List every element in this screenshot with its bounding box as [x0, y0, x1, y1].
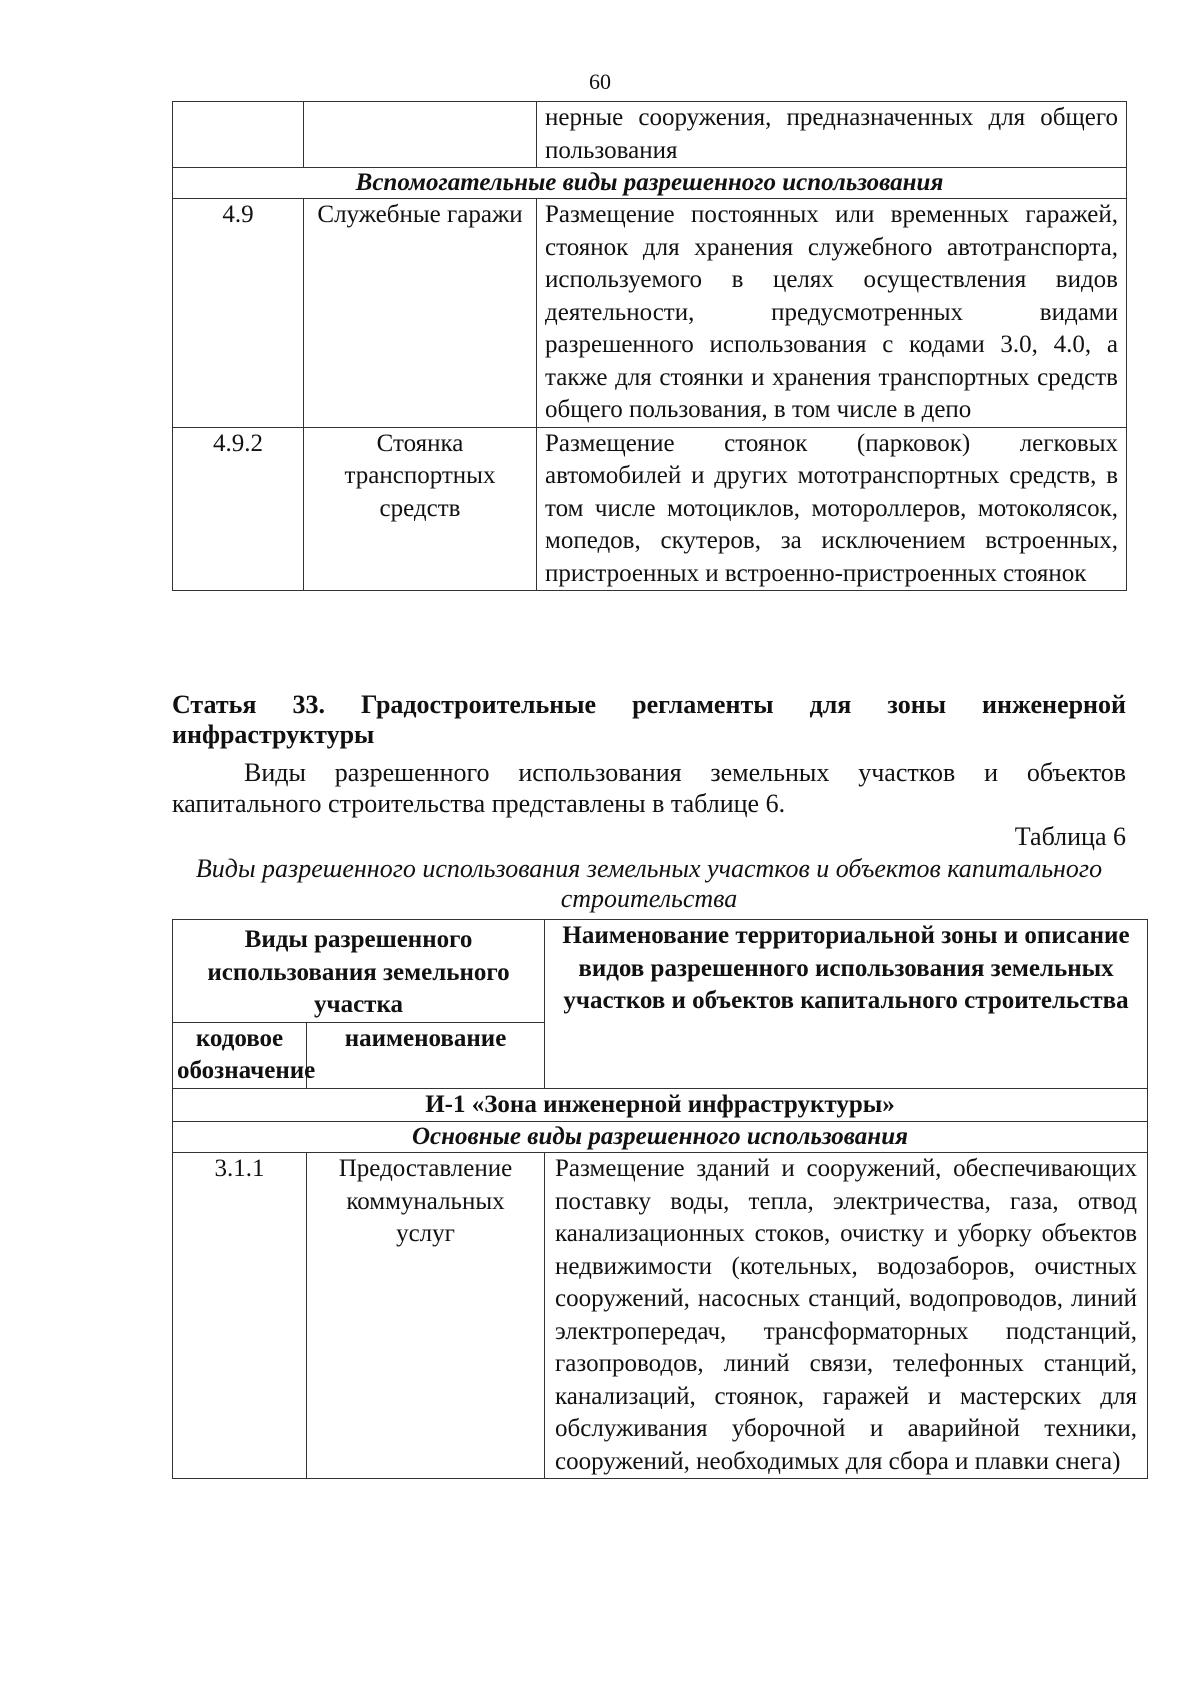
article-heading: Статья 33. Градостроительные регламенты для зоны инженерной инфраструктуры — [172, 690, 1126, 749]
description-cell: Размещение зданий и сооружений, обеспечивающих поставку воды, тепла, электричества, газа, отвод канализационных стоков, очистку и уборку объектов недвижимости (котельных, водозаборов, очистных сооружений, насосных станций, водопроводов, линий электропередач, трансформаторных подстанций, газопроводов, линий связи, телефонных станций, канализаций, стоянок, гаражей и мастерских для обслуживания уборочной и аварийной техники, сооружений, необходимых для сбора и плавки снега) — [545, 1153, 1148, 1479]
table-row — [173, 427, 1127, 591]
zone-row — [173, 1088, 1148, 1122]
name-cell: Служебные гаражи — [304, 199, 537, 428]
name-cell — [304, 102, 537, 168]
uses-group-header: Виды разрешенного использования земельного участка — [173, 920, 545, 1023]
code-cell — [173, 102, 304, 168]
land-use-table-6 — [172, 919, 1148, 1479]
main-uses-heading: Основные виды разрешенного использования — [173, 1122, 1148, 1153]
name-cell: Предоставление коммунальных услуг — [307, 1153, 545, 1479]
table-caption: Виды разрешенного использования земельных участков и объектов капитального строительства — [195, 854, 1103, 913]
land-use-table-continued — [172, 101, 1127, 591]
section-heading-row — [173, 168, 1127, 199]
description-cell: нерные сооружения, предназначенных для общего пользования — [537, 102, 1127, 168]
table-number-label: Таблица 6 — [1014, 822, 1126, 851]
table-row — [173, 199, 1127, 428]
description-header: Наименование территориальной зоны и описание видов разрешенного использования земельных участков и объектов капитального строительства — [545, 920, 1148, 1089]
section-heading-row — [173, 1122, 1148, 1153]
code-cell: 4.9.2 — [173, 427, 304, 591]
header-row — [173, 920, 1148, 1023]
page-number: 60 — [589, 69, 611, 94]
table-row — [173, 102, 1127, 168]
code-header: кодовое обозначение — [173, 1022, 307, 1088]
article-paragraph: Виды разрешенного использования земельных участков и объектов капитального строительства представлены в таблице 6. — [172, 758, 1126, 818]
name-cell: Стоянка транспортных средств — [304, 427, 537, 591]
table-row — [173, 1153, 1148, 1479]
description-cell: Размещение стоянок (парковок) легковых автомобилей и других мототранспортных средств, в том числе мотоциклов, мотороллеров, мотоколясок, мопедов, скутеров, за исключением встроенных, пристроенных и встроенно-пристроенных стоянок — [537, 427, 1127, 591]
description-cell: Размещение постоянных или временных гаражей, стоянок для хранения служебного автотранспорта, используемого в целях осуществления видов деятельности, предусмотренных видами разрешенного использования с кодами 3.0, 4.0, а также для стоянки и хранения транспортных средств общего пользования, в том числе в депо — [537, 199, 1127, 428]
zone-title: И-1 «Зона инженерной инфраструктуры» — [173, 1088, 1148, 1122]
code-cell: 4.9 — [173, 199, 304, 428]
name-header: наименование — [307, 1022, 545, 1088]
code-cell: 3.1.1 — [173, 1153, 307, 1479]
auxiliary-uses-heading: Вспомогательные виды разрешенного использования — [173, 168, 1127, 199]
